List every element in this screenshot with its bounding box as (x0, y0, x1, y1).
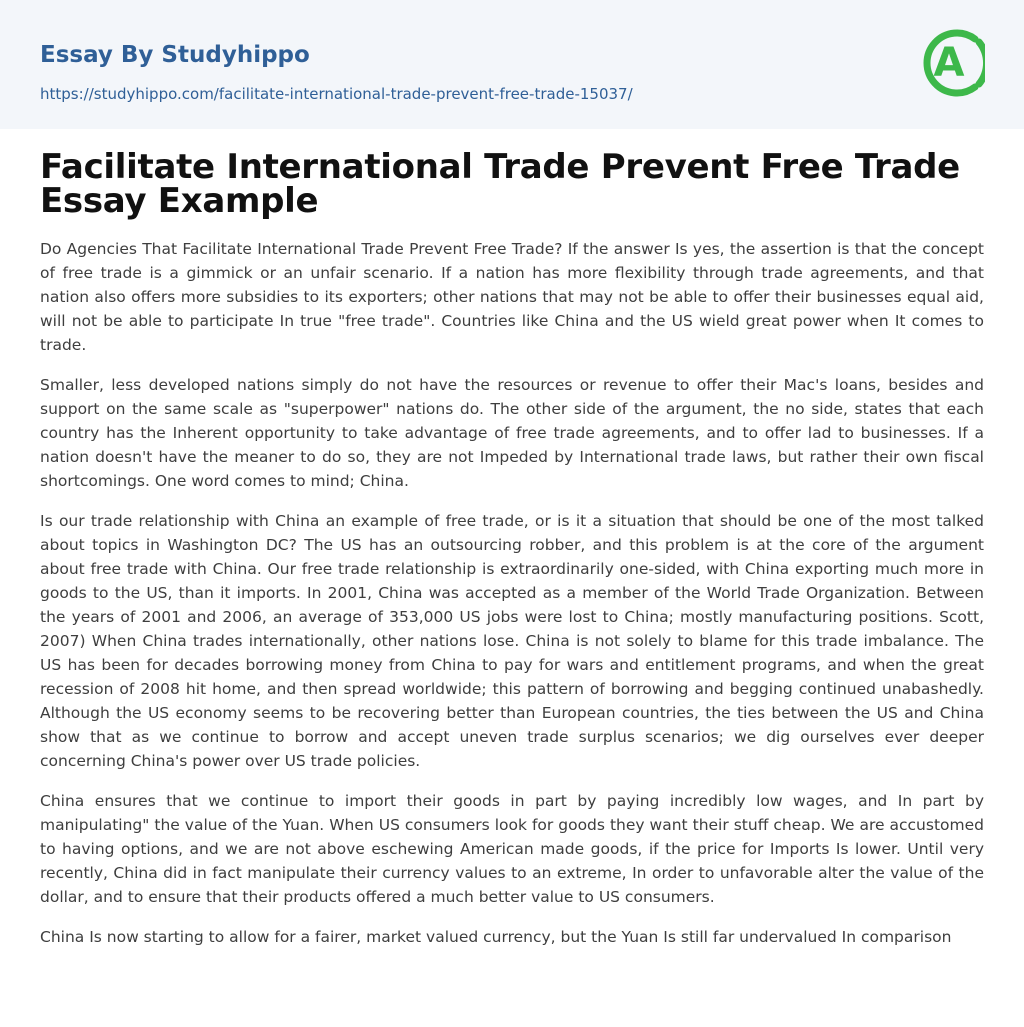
logo-letter: A (933, 40, 965, 86)
page-url[interactable]: https://studyhippo.com/facilitate-international-trade-prevent-free-trade-15037/ (40, 85, 633, 103)
site-header (0, 0, 1024, 129)
site-title[interactable]: Essay By Studyhippo (40, 42, 310, 68)
paragraph-4: China ensures that we continue to import their goods in part by paying incredibly low wages, and In part by manipulating" the value of the Yuan. When US consumers look for goods they want their stuff cheap. We are accustomed to having options, and we are not above eschewing American made goods, if the price for Imports Is lower. Until very recently, China did in fact manipulate their currency values to an extreme, In order to unfavorable alter the value of the dollar, and to ensure that their products offered a much better value to US consumers. (40, 792, 984, 906)
essay-title: Facilitate International Trade Prevent Free Trade Essay Example (40, 147, 960, 221)
paragraph-5: China Is now starting to allow for a fairer, market valued currency, but the Yuan Is still far undervalued In comparison (40, 928, 952, 946)
studyhippo-logo-icon[interactable] (913, 20, 985, 106)
article (40, 147, 984, 965)
paragraph-2: Smaller, less developed nations simply do not have the resources or revenue to offer their Mac's loans, besides and support on the same scale as "superpower" nations do. The other side of the argument, the no side, states that each country has the Inherent opportunity to take advantage of free trade agreements, and to offer lad to businesses. If a nation doesn't have the meaner to do so, they are not Impeded by International trade laws, but rather their own fiscal shortcomings. One word comes to mind; China. (40, 376, 984, 490)
paragraph-1: Do Agencies That Facilitate International Trade Prevent Free Trade? If the answer Is yes, the assertion is that the concept of free trade is a gimmick or an unfair scenario. If a nation has more flexibility through trade agreements, and that nation also offers more subsidies to its exporters; other nations that may not be able to offer their businesses equal aid, will not be able to participate In true "free trade". Countries like China and the US wield great power when It comes to trade. (40, 240, 984, 354)
paragraph-3: Is our trade relationship with China an example of free trade, or is it a situation that should be one of the most talked about topics in Washington DC? The US has an outsourcing robber, and this problem is at the core of the argument about free trade with China. Our free trade relationship is extraordinarily one-sided, with China exporting much more in goods to the US, than it imports. In 2001, China was accepted as a member of the World Trade Organization. Between the years of 2001 and 2006, an average of 353,000 US jobs were lost to China; mostly manufacturing positions. Scott, 2007) When China trades internationally, other nations lose. China is not solely to blame for this trade imbalance. The US has been for decades borrowing money from China to pay for wars and entitlement programs, and when the great recession of 2008 hit home, and then spread worldwide; this pattern of borrowing and begging continued unabashedly. Although the US economy seems to be recovering better than European countries, the ties between the US and China show that as we continue to borrow and accept uneven trade surplus scenarios; we dig ourselves ever deeper concerning China's power over US trade policies. (40, 512, 984, 770)
